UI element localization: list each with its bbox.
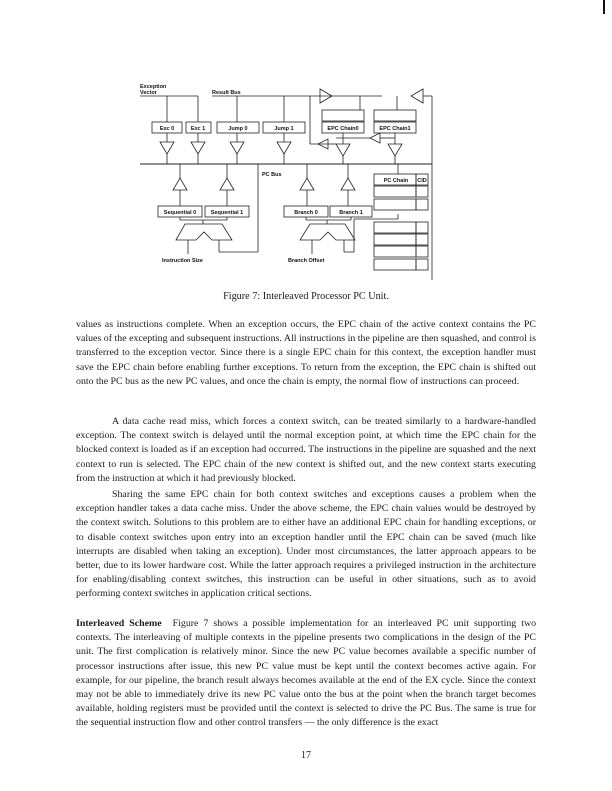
figure-pc-unit-diagram [140,82,440,282]
paragraph-1-text: values as instructions complete. When an exception occurs, the EPC chain of the active context contains the PC values of the excepting and subsequent instructions. All instructions in the pipeline are then squashed, and control is transferred to the exception vector. Since there is a single EPC chain for this context, the exception handler must save the EPC chain before enabling further exceptions. To return from the exception, the EPC chain is shifted out onto the PC bus as the new PC values, and once the chain is empty, the normal flow of instructions can proceed. [76,319,536,387]
register-epc-chain1-label: EPC Chain1 [379,126,411,132]
paragraph-2 [76,415,536,486]
branch-offset-label: Branch Offset [288,258,325,264]
driver-triangle [277,142,291,154]
cid-cell [416,186,428,197]
driver-triangle [191,142,205,154]
driver-triangle [230,142,244,154]
paragraph-4-text: Figure 7 shows a possible implementation for an interleaved PC unit supporting two contexts. The interleaving of multiple contexts in the pipeline presents two complications in the design of the PC unit. The first complication is relatively minor. Since the new PC value becomes available a specific number of processor instructions after issue, this new PC value must be kept until the context becomes active again. For example, for our pipeline, the branch result always becomes available at the end of the EX cycle. Since the context may not be able to immediately drive its new PC value onto the bus at the point when the branch target becomes available, holding registers must be provided until the context is selected to drive the PC Bus. The same is true for the sequential instruction flow and other control transfers — the only difference is the exact [76,618,537,729]
pc-chain-label: PC Chain [383,178,409,184]
pc-chain-cell [374,186,416,197]
epc-chain1-top-cell [374,110,416,121]
buffer-triangle [411,89,423,103]
pc-chain-cell [374,259,416,270]
cid-cell [416,246,428,257]
register-exc1-label: Exc 1 [190,126,206,132]
feedback-triangle [370,133,380,143]
register-sequential0-label: Sequential 0 [163,210,197,216]
paragraph-1 [76,318,536,389]
paragraph-3 [76,488,536,602]
section-heading-interleaved-scheme: Interleaved Scheme [76,618,162,629]
register-jump0-label: Jump 0 [228,126,248,132]
driver-triangle [160,142,174,154]
paragraph-4 [76,617,536,731]
paragraph-3-text: Sharing the same EPC chain for both context switches and exceptions causes a problem when the exception handler takes a data cache miss. Under the above scheme, the EPC chain values would be destroyed by the context switch. Solutions to this problem are to either have an additional EPC chain for handling exceptions, or to disable context switches upon entry into an exception handler until the EPC chain can be saved (much like interrupts are disabled when taking an exception). Under most circumstances, the latter approach appears to be better, due to its lower hardware cost. While the latter approach requires a privileged instruction in the architecture for enabling/disabling context switches, this instruction can be useful in other situations, such as to avoid performing context switches in application critical sections. [76,489,536,600]
register-epc-chain0-label: EPC Chain0 [327,126,359,132]
exception-vector-label-2: Vector [140,90,157,96]
register-branch0-label: Branch 0 [294,210,318,216]
pc-chain-cell [374,246,416,257]
figure-caption: Figure 7: Interleaved Processor PC Unit. [223,291,389,302]
pc-chain-cell [374,222,416,233]
pc-chain-cells [374,186,428,270]
pc-bus-label: PC Bus [262,172,282,178]
pc-unit-diagram-svg [140,82,440,282]
load-triangle [300,178,314,190]
page-number: 17 [301,750,311,761]
paragraph-2-text: A data cache read miss, which forces a context switch, can be treated similarly to a hardware-handled exception. The context switch is delayed until the normal exception point, at which time the EPC chain for the blocked context is loaded as if an exception had occurred. The instructions in the pipeline are squashed and the next context to run is selected. The EPC chain of the new context is shifted out, and the new context starts executing from the instruction at which it had previously blocked. [76,416,536,484]
driver-triangle [388,144,402,156]
load-triangle [341,178,355,190]
register-exc0-label: Exc 0 [159,126,175,132]
exception-vector-label: Exception [140,84,167,90]
load-triangle [220,178,234,190]
sequential-adder [176,224,232,240]
register-branch1-label: Branch 1 [339,210,363,216]
scan-corner-mark [603,0,605,14]
register-sequential1-label: Sequential 1 [210,210,244,216]
pc-chain-cell [374,234,416,245]
pc-chain-cell [374,199,416,210]
cid-cell [416,259,428,270]
epc-chain0-top-cell [322,110,364,121]
instruction-size-label: Instruction Size [162,258,203,264]
cid-cell [416,234,428,245]
driver-triangle [336,144,350,156]
cid-cell [416,222,428,233]
register-jump1-label: Jump 1 [274,126,294,132]
cid-label: CID [417,178,427,184]
load-triangle [173,178,187,190]
cid-cell [416,199,428,210]
paragraph-4-block [76,617,536,731]
branch-adder [300,224,355,240]
result-bus-label: Result Bus [212,90,241,96]
